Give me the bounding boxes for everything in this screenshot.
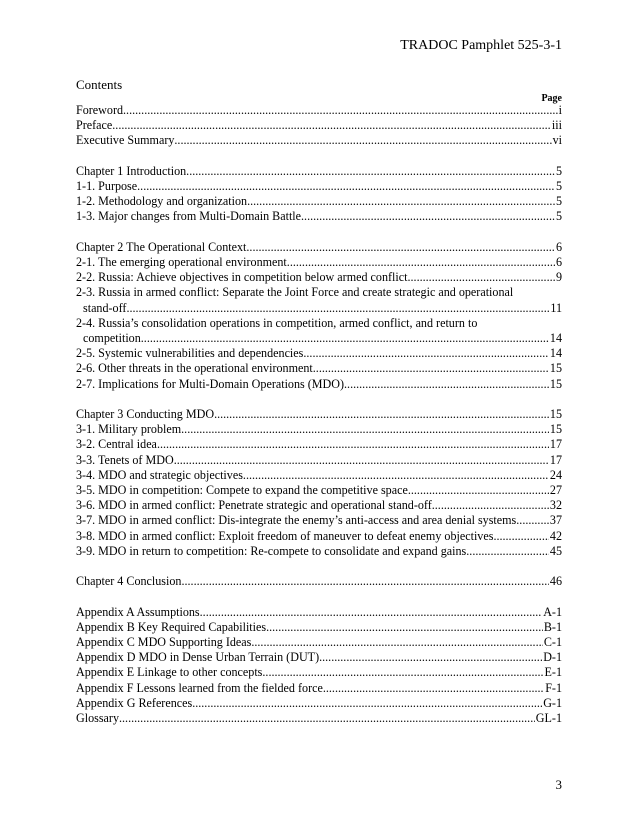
toc-entry[interactable] — [76, 665, 562, 680]
toc-entry[interactable] — [76, 650, 562, 665]
toc-entry-page: C-1 — [543, 635, 562, 650]
dot-leader — [243, 468, 549, 483]
toc-entry-title: 3-2. Central idea — [76, 437, 157, 452]
dot-leader — [186, 164, 555, 179]
toc-entry-page: E-1 — [544, 665, 562, 680]
toc-entry-page: 46 — [549, 574, 562, 589]
contents-title: Contents — [76, 77, 123, 92]
toc-entry[interactable] — [76, 361, 562, 376]
toc-entry-page: 17 — [549, 437, 562, 452]
toc-entry-page: 37 — [549, 513, 562, 528]
toc-entry-page: 9 — [555, 270, 562, 285]
toc-entry-title: Appendix G References — [76, 695, 193, 710]
toc-entry-page: 27 — [549, 483, 562, 498]
toc-entry[interactable] — [76, 194, 562, 209]
page-number: 3 — [555, 777, 562, 792]
toc-entry-title: Foreword — [76, 103, 124, 117]
toc-entry-page: 15 — [549, 407, 562, 422]
toc-entry-page: 5 — [555, 194, 562, 209]
dot-leader — [246, 240, 555, 255]
toc-entry[interactable] — [76, 377, 562, 392]
toc-entry[interactable] — [76, 422, 562, 437]
toc-entry[interactable] — [76, 513, 562, 528]
toc-entry-title: Appendix F Lessons learned from the fielded force — [76, 680, 323, 695]
toc-entry-title: Chapter 2 The Operational Context — [76, 239, 247, 254]
page-column-label: Page — [541, 93, 562, 104]
dot-leader — [126, 301, 549, 316]
dot-leader — [200, 605, 543, 620]
dot-leader — [214, 407, 549, 422]
toc-entry[interactable] — [76, 483, 562, 498]
toc-entry-title: 3-9. MDO in return to competition: Re-compete to consolidate and expand gains — [76, 543, 467, 558]
dot-leader — [287, 255, 555, 270]
toc-entry-title: 3-8. MDO in armed conflict: Exploit freedom of maneuver to defeat enemy objectives — [76, 528, 494, 543]
toc-entry-page: 11 — [550, 300, 562, 315]
dot-leader — [137, 179, 555, 194]
dot-leader — [192, 696, 542, 711]
toc-entry-page: A-1 — [543, 604, 562, 619]
toc-entry[interactable] — [76, 164, 562, 179]
toc-entry[interactable] — [76, 711, 562, 726]
toc-entry[interactable] — [76, 255, 562, 270]
toc-entry-title: stand-off — [83, 300, 127, 315]
toc-entry-page: 15 — [549, 422, 562, 437]
dot-leader — [313, 361, 549, 376]
toc-entry[interactable] — [76, 544, 562, 559]
toc-entry-page: 14 — [549, 331, 562, 346]
toc-entry-title: Preface — [76, 118, 113, 133]
dot-leader — [344, 377, 549, 392]
dot-leader — [323, 681, 544, 696]
dot-leader — [174, 133, 551, 148]
toc-entry-page: D-1 — [543, 650, 562, 665]
toc-entry-title: Appendix D MDO in Dense Urban Terrain (DUT) — [76, 650, 320, 665]
dot-leader — [119, 711, 535, 726]
toc-entry-page: 5 — [555, 163, 562, 178]
toc-entry-page: 6 — [555, 255, 562, 269]
dot-leader — [408, 270, 555, 285]
toc-entry-title: 3-1. Military problem — [76, 422, 182, 437]
toc-entry-title: 3-3. Tenets of MDO — [76, 452, 174, 467]
toc-entry-title: 2-5. Systemic vulnerabilities and dependencies — [76, 346, 304, 361]
toc-entry-title: Appendix A Assumptions — [76, 604, 200, 619]
toc-entry-title: Chapter 1 Introduction — [76, 163, 187, 178]
toc-entry-page: 24 — [549, 467, 562, 482]
toc-entry-page: 6 — [555, 239, 562, 254]
dot-leader — [247, 194, 555, 209]
dot-leader — [303, 346, 549, 361]
dot-leader — [432, 498, 549, 513]
toc-entry[interactable] — [76, 437, 562, 452]
table-of-contents — [76, 103, 562, 726]
toc-entry[interactable] — [76, 407, 562, 422]
toc-entry-title: 2-2. Russia: Achieve objectives in competition below armed conflict — [76, 270, 408, 285]
toc-entry-page: 5 — [555, 209, 562, 224]
toc-entry[interactable] — [76, 118, 562, 133]
toc-entry[interactable] — [76, 316, 562, 346]
toc-entry-title: Appendix E Linkage to other concepts — [76, 665, 263, 680]
toc-entry-title: competition — [83, 331, 141, 346]
toc-entry-page: iii — [551, 118, 562, 133]
toc-entry-page: GL-1 — [535, 711, 562, 726]
toc-entry-page: 17 — [549, 452, 562, 467]
section-gap — [76, 392, 562, 407]
toc-entry-title-line: 2-3. Russia in armed conflict: Separate the Joint Force and create strategic and operational — [76, 285, 514, 300]
toc-entry-title: Appendix B Key Required Capabilities — [76, 619, 267, 634]
dot-leader — [493, 529, 548, 544]
toc-entry[interactable] — [76, 285, 562, 315]
dot-leader — [141, 331, 549, 346]
section-gap — [76, 589, 562, 604]
toc-entry-page: 45 — [549, 543, 562, 558]
toc-entry-title: 3-6. MDO in armed conflict: Penetrate strategic and operational stand-off — [76, 498, 432, 513]
toc-entry[interactable] — [76, 635, 562, 650]
toc-entry[interactable] — [76, 453, 562, 468]
section-gap — [76, 149, 562, 164]
dot-leader — [123, 103, 558, 118]
toc-entry-title: Glossary — [76, 711, 119, 726]
toc-entry[interactable] — [76, 468, 562, 483]
toc-entry[interactable] — [76, 529, 562, 544]
dot-leader — [466, 544, 549, 559]
toc-entry[interactable] — [76, 620, 562, 635]
toc-entry-title: 2-1. The emerging operational environment — [76, 255, 287, 269]
section-gap — [76, 225, 562, 240]
toc-entry-title-line: 2-4. Russia’s consolidation operations in competition, armed conflict, and return to — [76, 315, 478, 330]
dot-leader — [174, 453, 549, 468]
toc-entry[interactable] — [76, 240, 562, 255]
dot-leader — [112, 118, 551, 133]
toc-entry[interactable] — [76, 270, 562, 285]
section-gap — [76, 559, 562, 574]
toc-entry[interactable] — [76, 605, 562, 620]
dot-leader — [181, 574, 548, 589]
toc-entry-title: Executive Summary — [76, 133, 175, 148]
toc-entry-title: 1-3. Major changes from Multi-Domain Battle — [76, 209, 302, 224]
toc-entry-title: Chapter 4 Conclusion — [76, 574, 182, 589]
dot-leader — [157, 437, 549, 452]
dot-leader — [266, 620, 543, 635]
toc-entry-page: vi — [552, 133, 562, 148]
toc-entry-title: 3-5. MDO in competition: Compete to expand the competitive space — [76, 483, 408, 498]
toc-entry-page: 32 — [549, 498, 562, 513]
toc-entry[interactable] — [76, 498, 562, 513]
toc-entry-page: F-1 — [545, 680, 562, 695]
toc-entry[interactable] — [76, 574, 562, 589]
toc-entry-title: 1-1. Purpose — [76, 179, 138, 193]
dot-leader — [262, 665, 543, 680]
dot-leader — [251, 635, 543, 650]
toc-entry[interactable] — [76, 696, 562, 711]
toc-entry-title: 1-2. Methodology and organization — [76, 194, 248, 209]
dot-leader — [301, 209, 555, 224]
toc-entry-title: Appendix C MDO Supporting Ideas — [76, 635, 252, 650]
toc-entry-page: G-1 — [543, 695, 562, 710]
toc-entry-page: 5 — [555, 179, 562, 193]
toc-entry-page: i — [558, 103, 562, 117]
toc-entry[interactable] — [76, 103, 562, 118]
document-header: TRADOC Pamphlet 525-3-1 — [400, 38, 562, 53]
toc-entry-page: 42 — [549, 528, 562, 543]
toc-entry-title: 2-6. Other threats in the operational environment — [76, 361, 313, 376]
dot-leader — [319, 650, 542, 665]
toc-entry[interactable] — [76, 179, 562, 194]
toc-entry-title: 3-7. MDO in armed conflict: Dis-integrate the enemy’s anti-access and area denial systems — [76, 513, 517, 528]
toc-entry-page: 15 — [549, 376, 562, 391]
dot-leader — [408, 483, 549, 498]
dot-leader — [516, 513, 549, 528]
toc-entry-title: Chapter 3 Conducting MDO — [76, 407, 215, 422]
toc-entry-page: 14 — [549, 346, 562, 361]
toc-entry-title: 2-7. Implications for Multi-Domain Operations (MDO) — [76, 376, 345, 391]
toc-entry-page: 15 — [549, 361, 562, 376]
toc-entry[interactable] — [76, 346, 562, 361]
toc-entry[interactable] — [76, 209, 562, 224]
dot-leader — [181, 422, 549, 437]
toc-entry[interactable] — [76, 681, 562, 696]
toc-entry[interactable] — [76, 133, 562, 148]
toc-entry-title: 3-4. MDO and strategic objectives — [76, 467, 243, 482]
toc-entry-page: B-1 — [543, 619, 562, 634]
